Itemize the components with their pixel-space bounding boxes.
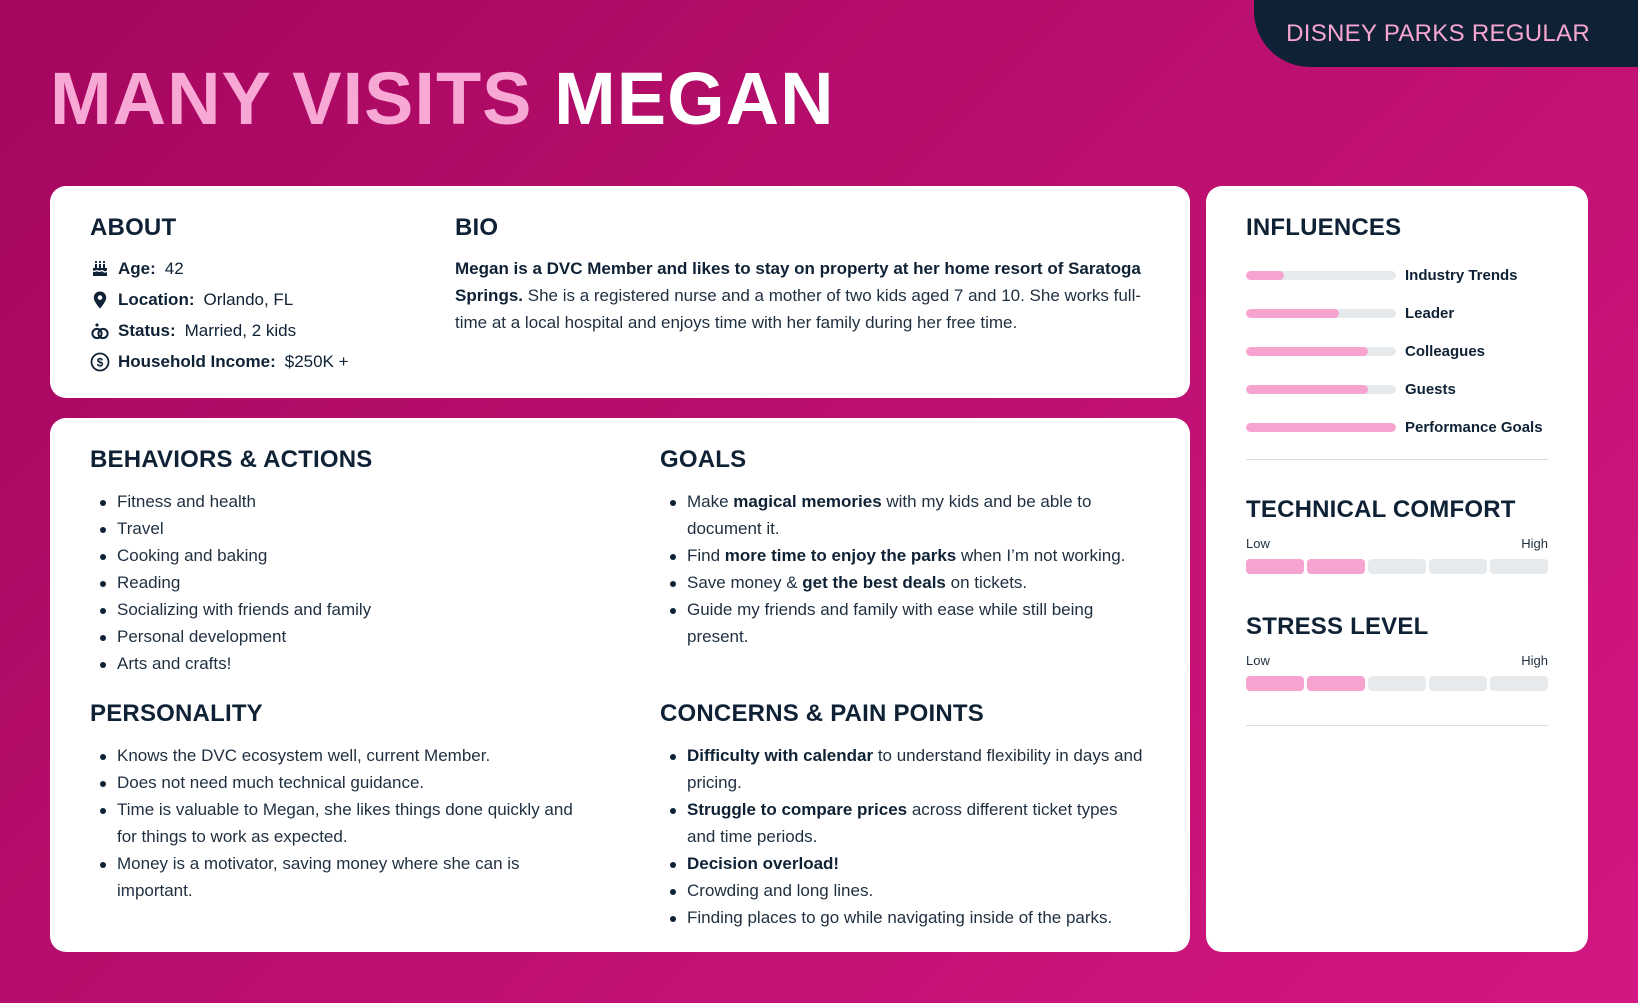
- technical-comfort-section: [1246, 496, 1548, 574]
- stress-level-heading: STRESS LEVEL: [1246, 613, 1429, 640]
- list-item: Crowding and long lines.: [660, 877, 1150, 904]
- list-item: Difficulty with calendar to understand flexibility in days and pricing.: [660, 742, 1150, 796]
- meter-segment: [1429, 559, 1487, 574]
- behaviors-heading: BEHAVIORS & ACTIONS: [90, 446, 373, 473]
- bio-section: [455, 214, 1155, 336]
- meter-segment: [1368, 676, 1426, 691]
- list-item: Reading: [90, 569, 610, 596]
- list-item: Knows the DVC ecosystem well, current Member.: [90, 742, 590, 769]
- influence-bar: [1246, 309, 1396, 318]
- influence-bar: [1246, 347, 1396, 356]
- list-item: Does not need much technical guidance.: [90, 769, 590, 796]
- list-item: Finding places to go while navigating inside of the parks.: [660, 904, 1150, 931]
- concerns-heading: CONCERNS & PAIN POINTS: [660, 700, 984, 727]
- influence-bar: [1246, 271, 1396, 280]
- meter-segment: [1246, 676, 1304, 691]
- technical-comfort-heading: TECHNICAL COMFORT: [1246, 496, 1516, 523]
- technical-comfort-meter: [1246, 559, 1548, 574]
- meter-segment: [1368, 559, 1426, 574]
- stress-level-section: [1246, 613, 1548, 691]
- influence-row: Guests: [1246, 370, 1543, 408]
- rings-icon: [90, 321, 110, 341]
- influences-heading: INFLUENCES: [1246, 214, 1402, 241]
- list-item: Money is a motivator, saving money where she can is important.: [90, 850, 590, 904]
- persona-type-label: DISNEY PARKS REGULAR: [1286, 19, 1590, 47]
- list-item: Cooking and baking: [90, 542, 610, 569]
- goals-section: [660, 446, 1140, 650]
- list-item: Make magical memories with my kids and be able to document it.: [660, 488, 1140, 542]
- list-item: Find more time to enjoy the parks when I’m not working.: [660, 542, 1140, 569]
- list-item: Travel: [90, 515, 610, 542]
- title-part-2: MEGAN: [554, 57, 835, 140]
- meter-segment: [1429, 676, 1487, 691]
- concerns-list: [660, 742, 1150, 931]
- page-title: [50, 57, 835, 140]
- list-item: Decision overload!: [660, 850, 1150, 877]
- title-part-1: MANY VISITS: [50, 57, 533, 140]
- meter-segment: [1490, 676, 1548, 691]
- personality-list: [90, 742, 590, 904]
- goals-list: [660, 488, 1140, 650]
- list-item: Time is valuable to Megan, she likes things done quickly and for things to work as expected.: [90, 796, 590, 850]
- list-item: Socializing with friends and family: [90, 596, 610, 623]
- about-age: Age: 42: [90, 253, 349, 284]
- influence-row: Performance Goals: [1246, 408, 1543, 446]
- side-card: [1206, 186, 1588, 952]
- list-item: Guide my friends and family with ease while still being present.: [660, 596, 1140, 650]
- about-heading: ABOUT: [90, 214, 177, 241]
- scale-high-label: High: [1521, 536, 1548, 551]
- goals-heading: GOALS: [660, 446, 747, 473]
- meter-segment: [1307, 559, 1365, 574]
- about-income: $ Household Income: $250K +: [90, 346, 349, 377]
- about-location: Location: Orlando, FL: [90, 284, 349, 315]
- persona-type-tag: [1254, 0, 1638, 67]
- about-bio-card: [50, 186, 1190, 398]
- bio-text: Megan is a DVC Member and likes to stay on property at her home resort of Saratoga Springs. She is a registered nurse and a mother of two kids aged 7 and 10. She works full-time at a local hospital and enjoys time with her family during her free time.: [455, 259, 1142, 332]
- divider: [1246, 459, 1548, 460]
- dollar-icon: [90, 352, 110, 372]
- list-item: Arts and crafts!: [90, 650, 610, 677]
- location-pin-icon: [90, 290, 110, 310]
- svg-text:$: $: [96, 355, 104, 369]
- scale-low-label: Low: [1246, 653, 1270, 668]
- influence-row: Leader: [1246, 294, 1543, 332]
- influence-bar: [1246, 385, 1396, 394]
- list-item: Save money & get the best deals on tickets.: [660, 569, 1140, 596]
- bio-heading: BIO: [455, 214, 499, 241]
- influence-bar: [1246, 423, 1396, 432]
- behaviors-section: [90, 446, 610, 677]
- stress-level-meter: [1246, 676, 1548, 691]
- meter-segment: [1246, 559, 1304, 574]
- influence-row: Colleagues: [1246, 332, 1543, 370]
- concerns-section: [660, 700, 1150, 931]
- cake-icon: [90, 259, 110, 279]
- list-item: Personal development: [90, 623, 610, 650]
- behaviors-list: [90, 488, 610, 677]
- personality-section: [90, 700, 590, 904]
- about-section: [90, 214, 349, 377]
- scale-high-label: High: [1521, 653, 1548, 668]
- influences-section: [1246, 214, 1543, 446]
- divider: [1246, 725, 1548, 726]
- influence-row: Industry Trends: [1246, 256, 1543, 294]
- list-item: Struggle to compare prices across different ticket types and time periods.: [660, 796, 1150, 850]
- details-card: [50, 418, 1190, 952]
- personality-heading: PERSONALITY: [90, 700, 263, 727]
- scale-low-label: Low: [1246, 536, 1270, 551]
- about-status: Status: Married, 2 kids: [90, 315, 349, 346]
- meter-segment: [1490, 559, 1548, 574]
- list-item: Fitness and health: [90, 488, 610, 515]
- meter-segment: [1307, 676, 1365, 691]
